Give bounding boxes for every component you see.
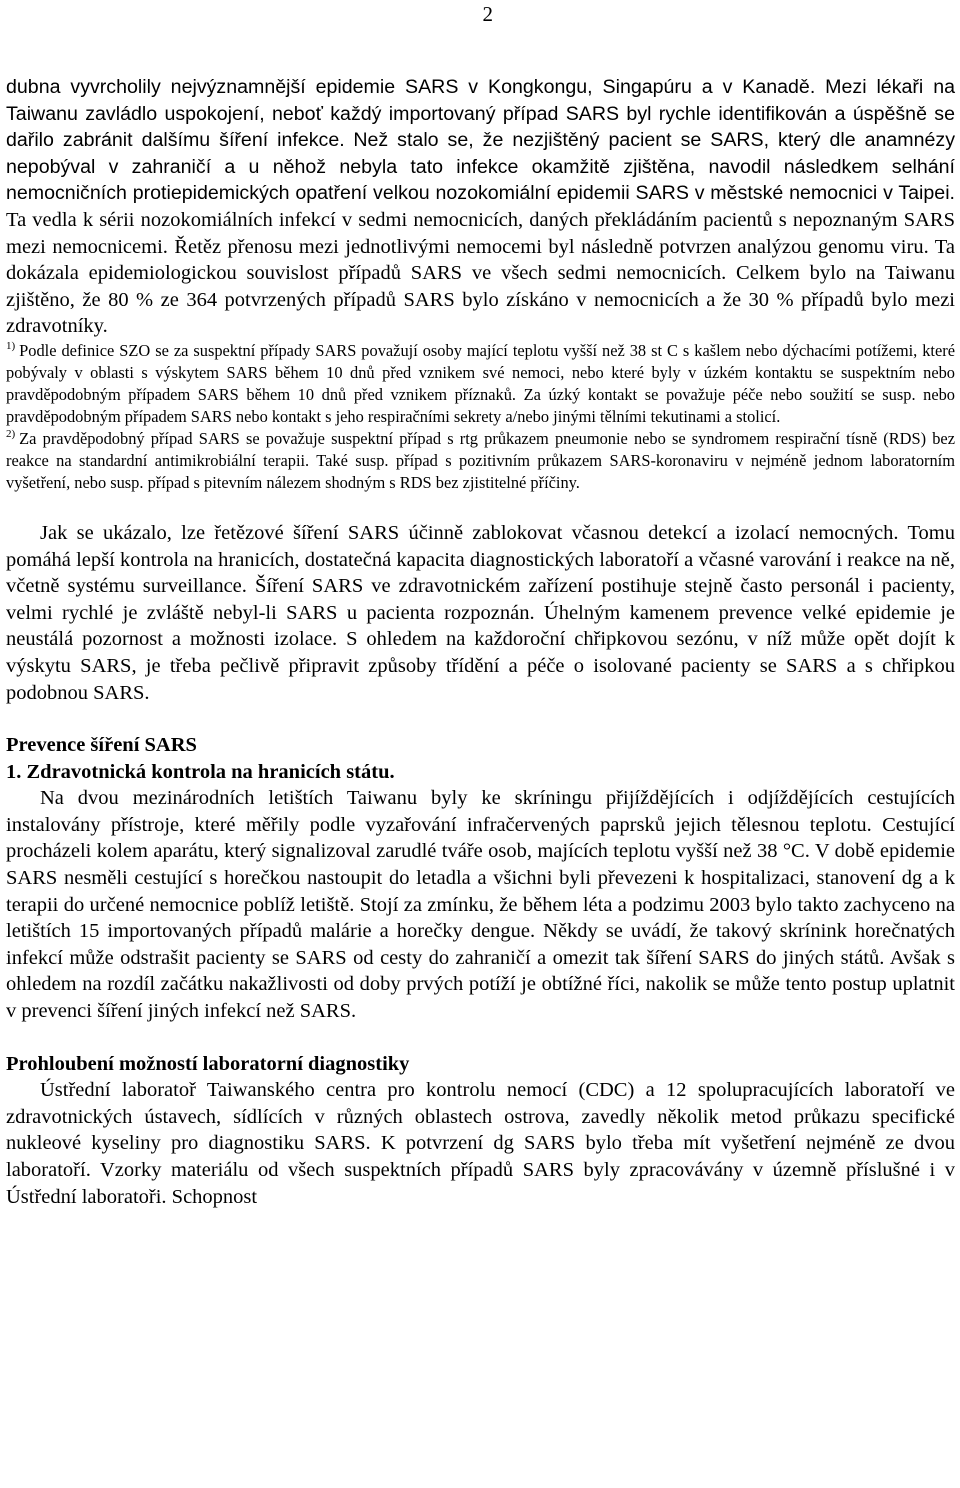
paragraph-text-intro: dubna vyvrcholily nejvýznamnější epidemie SARS v Kongkongu, Singapúru a v Kanadě. Mezi lékaři na Taiwanu zavládlo uspokojení, neboť každý importovaný případ SARS byl rychle identifikován a úspěšně se dařilo zabránit dalšímu šíření infekce. (6, 76, 955, 152)
spacer (6, 1025, 955, 1051)
footnote-mark-1: 1) (6, 339, 16, 352)
footnote-text-1: Podle definice SZO se za suspektní případy SARS považují osoby mající teplotu vyšší než 38 st C s kašlem nebo dýchacími potížemi, které pobývaly v oblasti s výskytem SARS během 10 dnů před vznikem své nemoci, nebo které byly v úzkém kontaktu se suspektním nebo pravděpodobným případem SARS během 10 dnů před vznikem příznaků. Za úzký kontakt se považuje péče nebo soužití se susp. nebo pravděpodobným případem SARS nebo kontakt s jeho respiračními sekrety a/nebo jinými tělními tekutinami a stolicí. (6, 340, 955, 426)
paragraph-lab-diagnostics: Ústřední laboratoř Taiwanského centra pro kontrolu nemocí (CDC) a 12 spolupracujících laboratoří ve zdravotnických ústavech, sídlících v různých oblastech ostrova, zavedly několik metod průkazu specifické nukleové kyseliny pro diagnostiku SARS. K potvrzení dg SARS bylo třeba mít vyšetření nejméně ze dvou laboratoří. Vzorky materiálu od všech suspektních případů SARS byly zpracovávány v územně příslušné i v Ústřední laboratoři. Schopnost (6, 1079, 955, 1208)
subsection-heading-border-control: 1. Zdravotnická kontrola na hranicích státu. (6, 760, 395, 783)
paragraph-text-nosocomial: Ta vedla k sérii nozokomiálních infekcí v sedmi nemocnicích, daných překládáním pacientů s nepoznaným SARS mezi nemocnicemi. Řetěz přenosu mezi jednotlivými nemocemi byl následně potvrzen analýzou genomu viru. Ta dokázala epidemiologickou souvislost případů SARS ve všech sedmi nemocnicích. Celkem bylo na Taiwanu zjištěno, že 80 % ze 364 potvrzených případů SARS bylo získáno v nemocnicích a že 30 % případů bylo mezi zdravotníky. (6, 208, 955, 338)
footnote-mark-2: 2) (6, 427, 16, 440)
paragraph-text-unrecognized-patient: Než stalo se, že nezjištěný pacient se SARS, který dle anamnézy nepobýval v zahraničí a u něhož nebyla tato infekce okamžitě zjištěna, navodil následkem selhání nemocničních protiepidemických opatření velkou nozokomiální epidemii SARS v městské nemocnici v Taipei. (6, 129, 956, 205)
section-heading-lab-diagnostics: Prohloubení možností laboratorní diagnostiky (6, 1052, 410, 1075)
footnote-1 (6, 340, 955, 428)
paragraph-spread-blocking: Jak se ukázalo, lze řetězové šíření SARS účinně zablokovat včasnou detekcí a izolací nemocných. Tomu pomáhá lepší kontrola na hranicích, dostatečná kapacita diagnostických laboratoří a včasné varování i reakce na ně, včetně systému surveillance. Šíření SARS ve zdravotnickém zařízení postihuje stejně často personál i pacienty, velmi rychlé je zvláště nebyl-li SARS u pacienta rozpoznán. Úhelným kamenem prevence velké epidemie je neustálá pozornost a možnosti izolace. S ohledem na každoroční chřipkovou sezónu, v níž může opět dojít k výskytu SARS, je třeba pečlivě připravit způsoby třídění a péče o isolované pacienty se SARS a s chřipkou podobnou SARS. (6, 521, 955, 704)
page-number: 2 (482, 2, 493, 26)
footnote-2 (6, 428, 955, 494)
spacer (6, 494, 955, 520)
paragraph-border-control: Na dvou mezinárodních letištích Taiwanu byly ke skríningu přijíždějících i odjíždějících cestujících instalovány přístroje, které měřily podle vyzařování infračervených paprsků jejich tělesnou teplotu. Cestující procházeli kolem aparátu, který signalizoval zarudlé tváře osob, majících teplotu vyšší než 38 °C. V době epidemie SARS nesměli cestující s horečkou nastoupit do letadla a všichni byli převezeni k hospitalizaci, stanovení dg a k terapii do určené nemocnice poblíž letiště. Stojí za zmínku, že během léta a podzimu 2003 bylo takto zachyceno na letištích 15 importovaných případů malárie a horečky dengue. Někdy se uvádí, že takový skrínink horečnatých infekcí může odstrašit pacienty se SARS od cesty do zahraničí a omezit tak šíření SARS do jiných států. Avšak s ohledem na rozdíl začátku nakažlivosti od doby prvých potíží je obtížné říci, nakolik se může tento postup uplatnit v prevenci šíření jiných infekcí než SARS. (6, 787, 955, 1023)
footnote-text-2: Za pravděpodobný případ SARS se považuje suspektní případ s rtg průkazem pneumonie nebo se syndromem respirační tísně (RDS) bez reakce na standardní antimikrobiální terapii. Také susp. případ s pozitivním průkazem SARS-koronaviru v nejméně jednom laboratorním vyšetření, nebo susp. případ s pitevním nálezem shodným s RDS bez zjistitelné příčiny. (6, 428, 955, 492)
paragraph-epidemic-overview (6, 74, 955, 340)
spacer (6, 706, 955, 732)
section-heading-prevention: Prevence šíření SARS (6, 734, 197, 757)
page-content (6, 74, 955, 1210)
